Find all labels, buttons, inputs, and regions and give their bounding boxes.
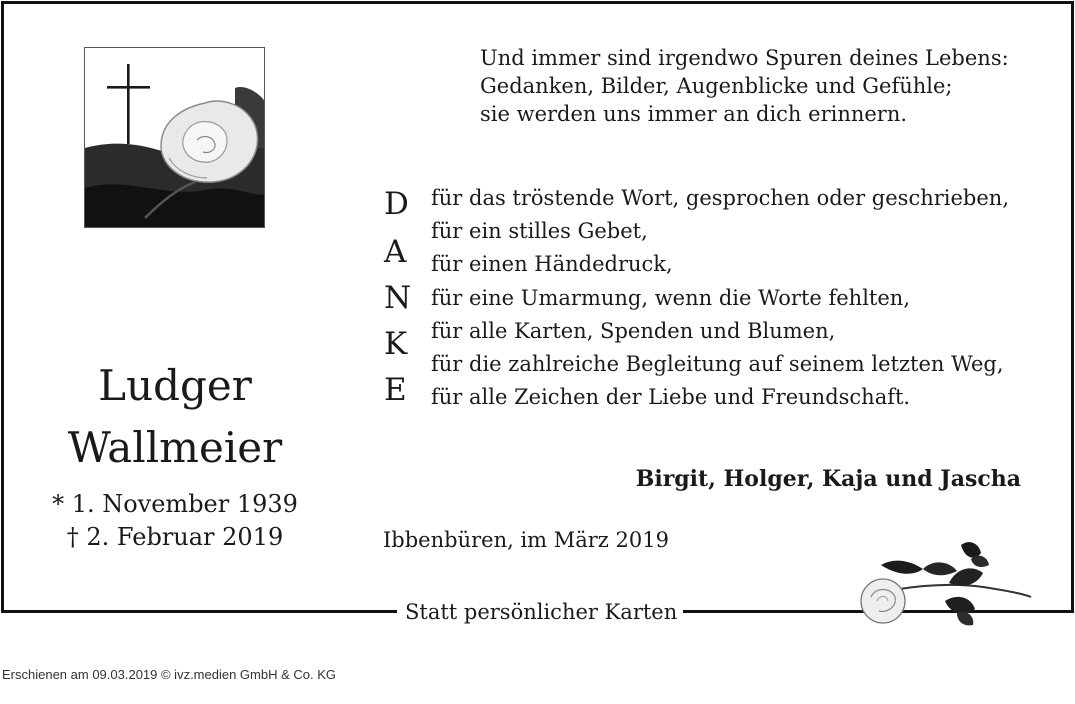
- danke-letter: D: [384, 186, 409, 222]
- birth-date: * 1. November 1939: [52, 490, 298, 518]
- thanks-line: für ein stilles Gebet,: [431, 219, 648, 243]
- publication-credit: Erschienen am 09.03.2019 © ivz.medien GmbH & Co. KG: [2, 667, 337, 682]
- quote-line: sie werden uns immer an dich erinnern.: [480, 102, 908, 126]
- thanks-line: für alle Zeichen der Liebe und Freundschaft.: [431, 385, 911, 409]
- quote-block: [480, 44, 1009, 128]
- thanks-line: für einen Händedruck,: [431, 252, 673, 276]
- death-date: † 2. Februar 2019: [66, 523, 284, 551]
- rose-icon: [853, 535, 1035, 630]
- thanks-line: für das tröstende Wort, gesprochen oder geschrieben,: [431, 186, 1009, 210]
- danke-letter: E: [384, 372, 407, 408]
- thanks-line: für alle Karten, Spenden und Blumen,: [431, 319, 836, 343]
- frame-bottom-left: [1, 610, 397, 613]
- deceased-first-name: Ludger: [98, 361, 252, 410]
- quote-line: Und immer sind irgendwo Spuren deines Lebens:: [480, 46, 1009, 70]
- thanks-line: für die zahlreiche Begleitung auf seinem letzten Weg,: [431, 352, 1004, 376]
- place-date: Ibbenbüren, im März 2019: [383, 528, 669, 552]
- quote-line: Gedanken, Bilder, Augenblicke und Gefühle;: [480, 74, 953, 98]
- thanks-line: für eine Umarmung, wenn die Worte fehlten,: [431, 286, 910, 310]
- family-signature: Birgit, Holger, Kaja und Jascha: [635, 466, 1021, 492]
- danke-letter: K: [384, 326, 408, 362]
- cross-and-rose-icon: [84, 47, 265, 228]
- danke-letter: N: [384, 280, 412, 316]
- footer-caption: Statt persönlicher Karten: [399, 600, 683, 624]
- danke-letter: A: [384, 234, 407, 270]
- deceased-last-name: Wallmeier: [67, 423, 283, 472]
